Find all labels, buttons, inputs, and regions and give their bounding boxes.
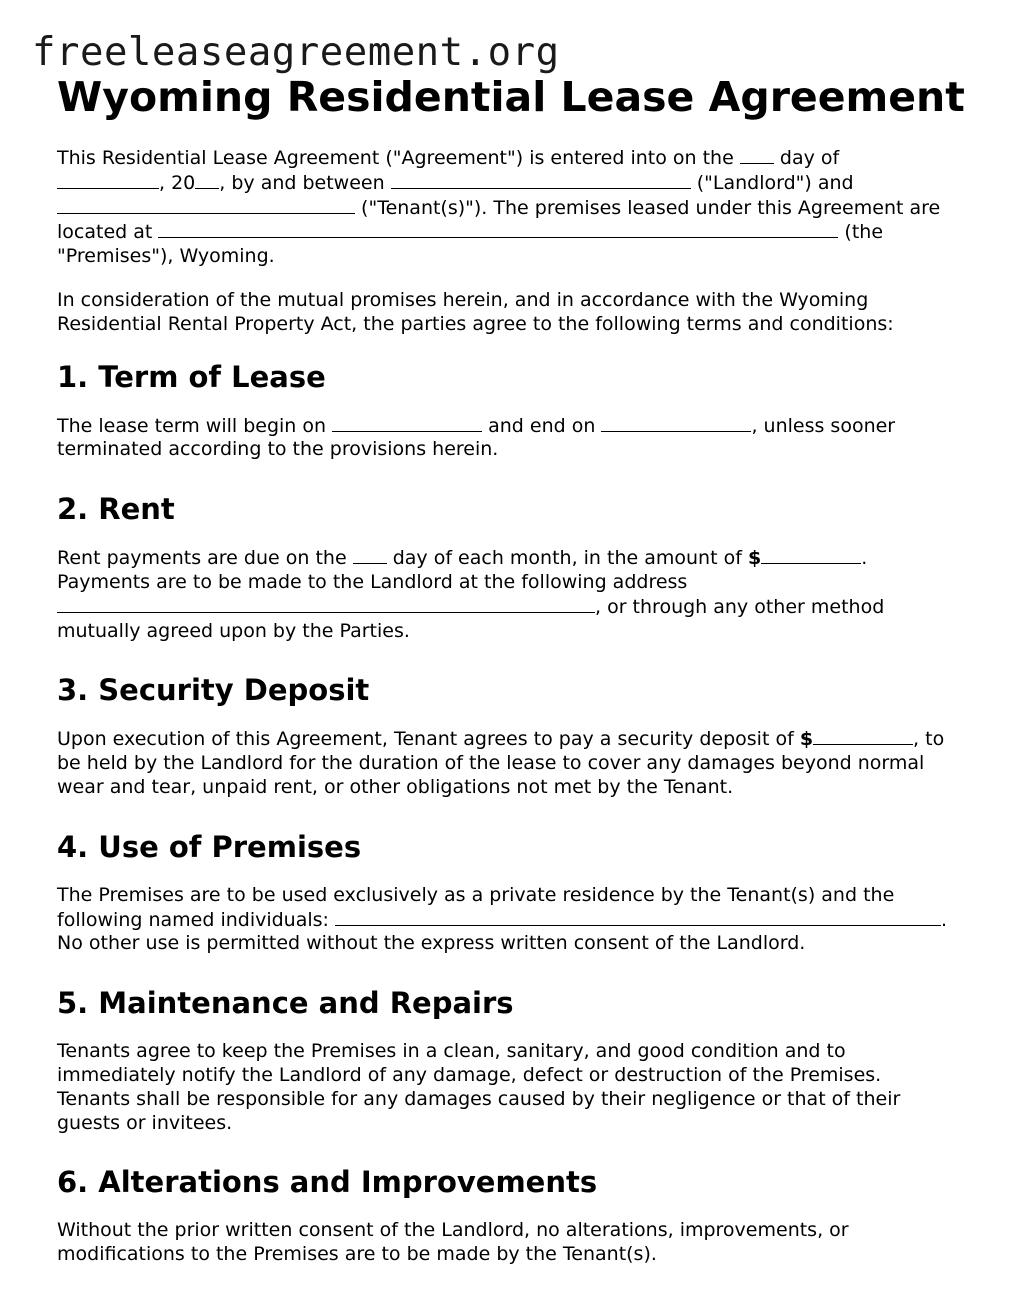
tenant-name-blank[interactable]	[57, 196, 355, 214]
document-body	[57, 72, 965, 1267]
lease-start-blank[interactable]	[332, 414, 482, 432]
deposit-amount-blank[interactable]	[813, 727, 913, 745]
section-paragraph: The Premises are to be used exclusively as a private residence by the Tenant(s) and the following named individuals: . No other use is permitted without the express written consent of the Landlord.	[57, 883, 948, 955]
section-paragraph: Rent payments are due on the day of each month, in the amount of $ . Payments are to be made to the Landlord at the following address , or through any other method mutually agreed upon by the Parties.	[57, 547, 885, 642]
section-security-deposit	[57, 672, 957, 799]
section-alterations-and-improvements	[57, 1164, 957, 1267]
premises-address-blank[interactable]	[158, 220, 838, 238]
payment-address-blank[interactable]	[57, 595, 595, 613]
month-blank[interactable]	[57, 171, 159, 189]
section-heading: 5. Maintenance and Repairs	[57, 986, 514, 1021]
rent-due-day-blank[interactable]	[353, 546, 387, 564]
document-title: Wyoming Residential Lease Agreement	[57, 73, 965, 121]
year-blank[interactable]	[195, 171, 219, 189]
section-heading: 6. Alterations and Improvements	[57, 1165, 598, 1200]
section-heading: 2. Rent	[57, 492, 175, 527]
watermark-text: freeleaseagreement.org	[32, 30, 560, 75]
rent-amount-blank[interactable]	[761, 546, 861, 564]
section-term-of-lease	[57, 359, 957, 463]
named-individuals-blank[interactable]	[335, 908, 941, 926]
section-paragraph: Without the prior written consent of the Landlord, no alterations, improvements, or modifications to the Premises are to be made by the Tenant(s).	[57, 1219, 849, 1266]
lease-end-blank[interactable]	[601, 414, 751, 432]
day-blank[interactable]	[740, 146, 774, 164]
intro-paragraph: This Residential Lease Agreement ("Agreement") is entered into on the day of , 20 , by and between ("Landlord") and ("Tenant(s)"). The premises leased under this Agreement are located at (the "Premises"), Wyoming.	[57, 147, 941, 268]
section-heading: 1. Term of Lease	[57, 359, 326, 394]
section-use-of-premises	[57, 829, 957, 956]
section-paragraph: Tenants agree to keep the Premises in a clean, sanitary, and good condition and to immediately notify the Landlord of any damage, defect or destruction of the Premises. Tenants shall be responsible for any damages caused by their negligence or that of their guests or invitees.	[57, 1040, 901, 1134]
section-maintenance-and-repairs	[57, 985, 957, 1135]
intro-consideration-paragraph: In consideration of the mutual promises herein, and in accordance with the Wyoming Residential Rental Property Act, the parties agree to the following terms and conditions:	[57, 288, 894, 335]
section-paragraph: The lease term will begin on and end on , unless sooner terminated according to the provisions herein.	[57, 414, 896, 461]
landlord-name-blank[interactable]	[391, 171, 691, 189]
section-paragraph: Upon execution of this Agreement, Tenant agrees to pay a security deposit of $ , to be held by the Landlord for the duration of the lease to cover any damages beyond normal wear and tear, unpaid rent, or other obligations not met by the Tenant.	[57, 728, 945, 798]
section-heading: 4. Use of Premises	[57, 829, 362, 864]
intro-section	[57, 146, 957, 337]
section-rent	[57, 491, 957, 643]
section-heading: 3. Security Deposit	[57, 673, 370, 708]
